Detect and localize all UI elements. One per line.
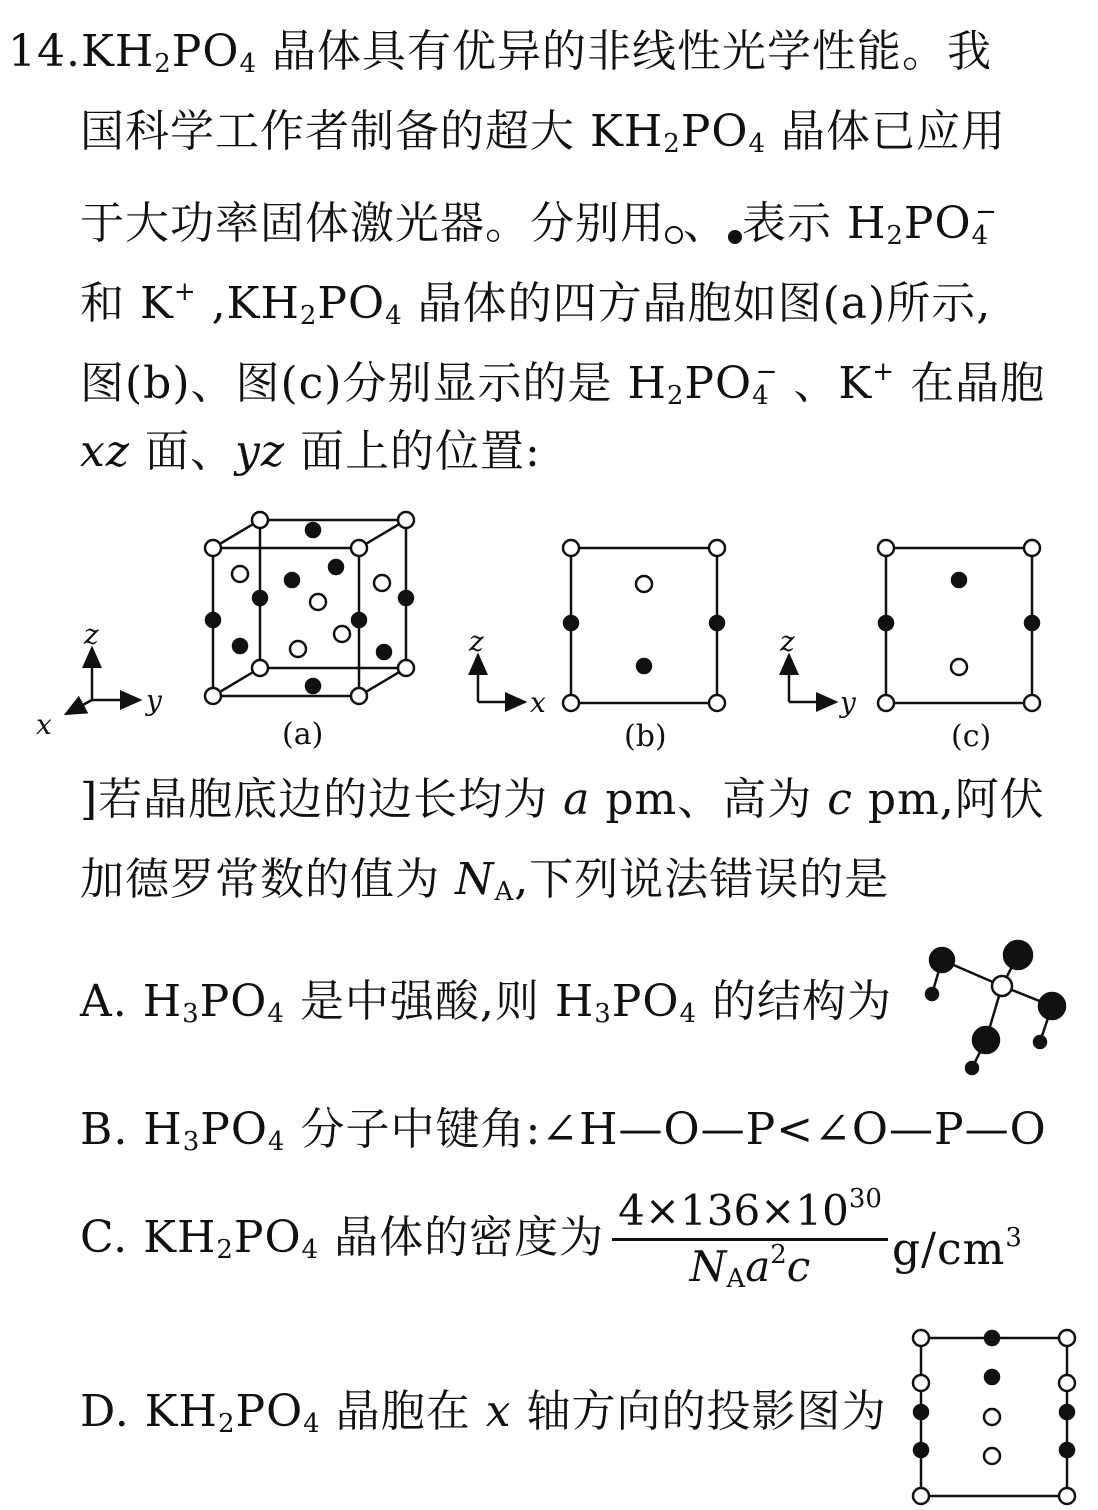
axis-c-z: z (780, 625, 795, 658)
axis-b-x: x (530, 686, 546, 719)
option-a[interactable]: A. $H_3PO_4$ 是中强酸,则 $H_3PO_4$ 的结构为 (80, 976, 893, 1029)
label-a: (a) (282, 717, 324, 752)
question-line-8: 加德罗常数的值为 $N_A$,下列说法错误的是 (80, 854, 890, 907)
axis-a-y: y (146, 684, 162, 717)
face-c-atoms (878, 540, 1040, 711)
option-c[interactable]: C. $KH_2PO_4$ 晶体的密度为 (80, 1212, 605, 1265)
axis-a-x: x (36, 708, 52, 741)
question-line-7: ]若晶胞底边的边长均为 a pm、高为 c pm,阿伏 (80, 774, 1045, 825)
axis-c-y: y (840, 686, 856, 719)
question-line-4: 和 K+ $,KH_2PO_4$ 晶体的四方晶胞如图(a)所示, (80, 277, 992, 331)
label-b: (b) (624, 719, 667, 754)
axis-b-z: z (469, 625, 484, 658)
question-line-3: 于大功率固体激光器。分别用 、 表示 $H_2PO_4^-$ (80, 197, 998, 251)
density-unit: $g/cm^3$ (892, 1223, 1023, 1275)
option-d[interactable]: D. $KH_2PO_4$ 晶胞在 x 轴方向的投影图为 (80, 1386, 887, 1439)
axes-a (66, 648, 140, 714)
axes-c (789, 655, 836, 702)
question-line-5: 图(b)、图(c)分别显示的是 $H_2PO_4^-$ 、K+ 在晶胞 (80, 357, 1046, 411)
yz-face-c (886, 548, 1032, 703)
question-line-2: 国科学工作者制备的超大 $KH_2PO_4$ 晶体已应用 (80, 106, 1007, 159)
axis-a-z: z (84, 618, 99, 651)
question-number: 14. (8, 26, 81, 77)
density-numerator: $4\times 136\times 10^{30}$ (618, 1184, 882, 1235)
axes-b (478, 655, 525, 702)
face-b-atoms (563, 540, 725, 711)
density-denominator: $N_Aa^2c$ (689, 1240, 811, 1294)
projection-d-atoms (913, 1330, 1075, 1504)
crystal-cell-a (213, 520, 406, 696)
xz-face-b (571, 548, 717, 703)
question-line-1: $14.KH_2PO_4$ 晶体具有优异的非线性光学性能。我 (8, 26, 993, 79)
label-c: (c) (951, 719, 992, 754)
option-b[interactable]: B. $H_3PO_4$ 分子中键角:∠H—O—P<∠O—P—O (80, 1104, 1047, 1157)
question-line-6: xz 面、yz 面上的位置: (80, 426, 541, 477)
cell-a-atoms (205, 512, 414, 704)
